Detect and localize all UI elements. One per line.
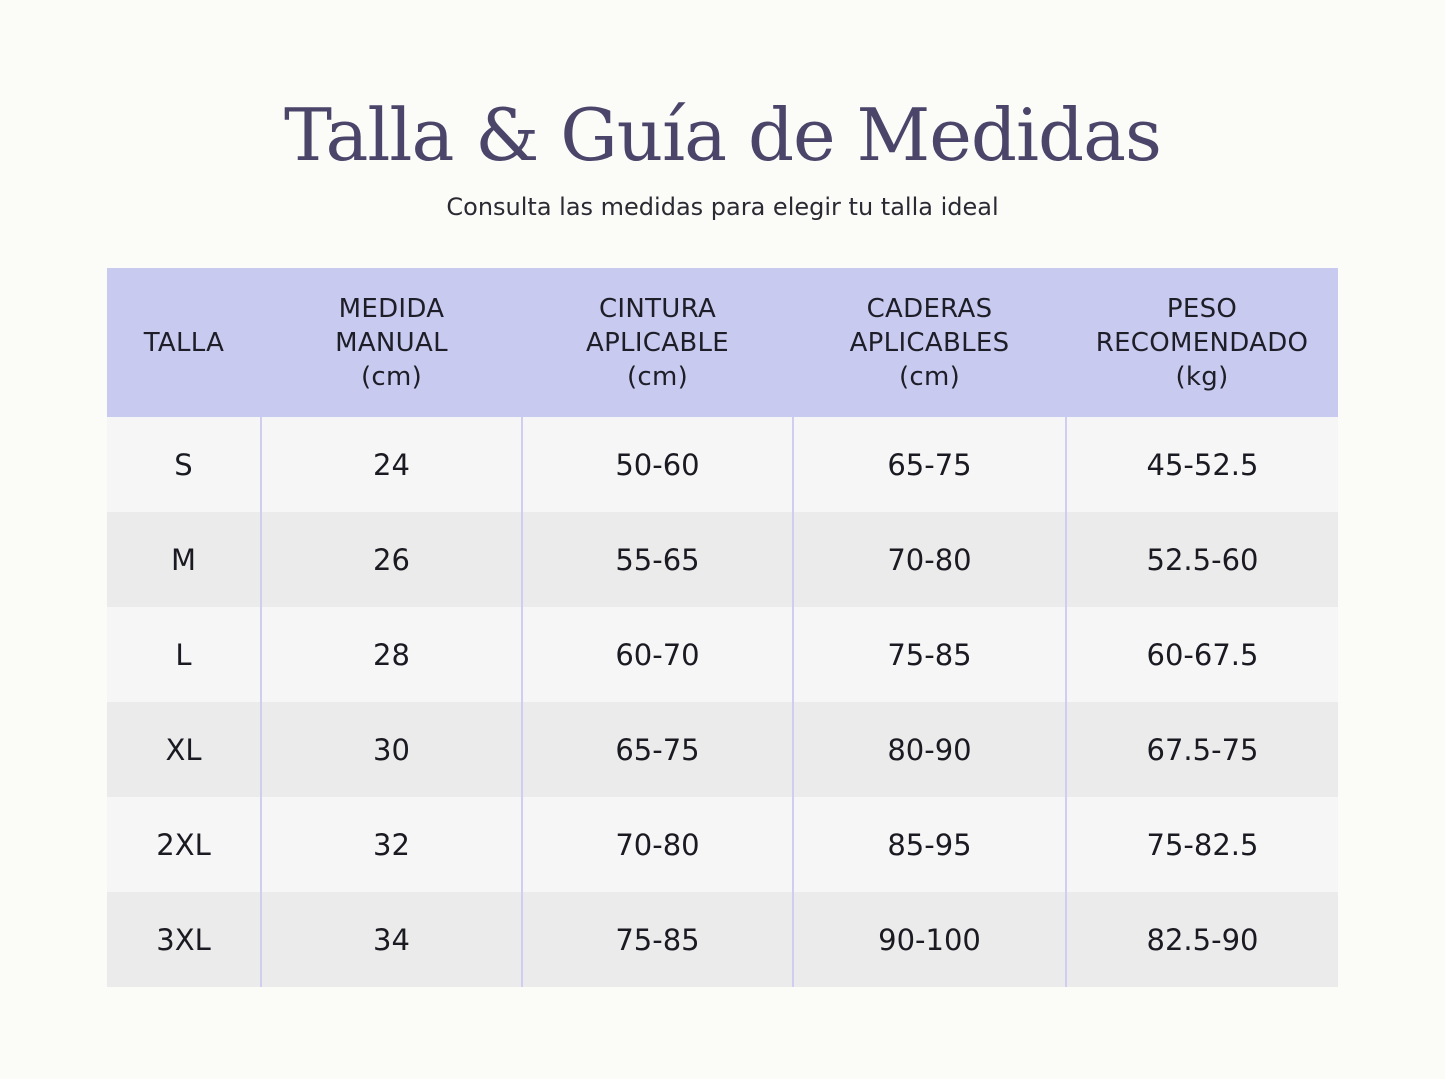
cell-talla: S: [174, 447, 193, 482]
size-guide-table: [107, 268, 1338, 987]
cell-medida-manual: 32: [261, 797, 522, 892]
cell-medida-manual: 34: [261, 892, 522, 987]
cell-medida-manual: 28: [261, 607, 522, 702]
cell-peso: 52.5-60: [1066, 512, 1338, 607]
cell-peso: 45-52.5: [1066, 417, 1338, 512]
table-row: [107, 607, 1338, 702]
table-header-row: [107, 268, 1338, 417]
header-cintura-line-3: (cm): [626, 361, 689, 392]
cell-cintura: 60-70: [522, 607, 793, 702]
cell-medida-manual: 26: [261, 512, 522, 607]
table-row: [107, 892, 1338, 987]
table-row: [107, 417, 1338, 512]
cell-talla: 3XL: [156, 922, 211, 957]
page-title: Talla & Guía de Medidas: [284, 93, 1161, 177]
cell-peso: 82.5-90: [1066, 892, 1338, 987]
cell-caderas: 90-100: [793, 892, 1066, 987]
header-cintura-aplicable: [522, 268, 793, 417]
cell-talla: L: [175, 637, 192, 672]
header-caderas-line-3: (cm): [898, 361, 961, 392]
table-row: [107, 702, 1338, 797]
page-subtitle: Consulta las medidas para elegir tu talla ideal: [446, 193, 999, 221]
header-medida-line-2: MANUAL: [335, 327, 448, 358]
cell-cintura: 55-65: [522, 512, 793, 607]
header-medida-line-3: (cm): [360, 361, 423, 392]
header-cintura-line-1: CINTURA: [598, 293, 717, 324]
table-row: [107, 797, 1338, 892]
cell-medida-manual: 24: [261, 417, 522, 512]
cell-caderas: 75-85: [793, 607, 1066, 702]
cell-peso: 67.5-75: [1066, 702, 1338, 797]
header-caderas-line-2: APLICABLES: [849, 327, 1010, 358]
cell-talla: 2XL: [156, 827, 211, 862]
table-header: [107, 268, 1338, 417]
header-cintura-line-2: APLICABLE: [585, 327, 729, 358]
cell-cintura: 75-85: [522, 892, 793, 987]
cell-caderas: 80-90: [793, 702, 1066, 797]
header-peso-line-1: PESO: [1166, 293, 1238, 324]
header-caderas-line-1: CADERAS: [866, 293, 993, 324]
table-row: [107, 512, 1338, 607]
header-talla: [107, 268, 261, 417]
cell-peso: 75-82.5: [1066, 797, 1338, 892]
table-body: [107, 417, 1338, 987]
cell-cintura: 70-80: [522, 797, 793, 892]
cell-talla: M: [170, 542, 197, 577]
cell-caderas: 85-95: [793, 797, 1066, 892]
header-peso-line-2: RECOMENDADO: [1095, 327, 1309, 358]
header-peso-recomendado: [1066, 268, 1338, 417]
header-talla-line: TALLA: [143, 327, 225, 358]
cell-peso: 60-67.5: [1066, 607, 1338, 702]
header-medida-manual: [261, 268, 522, 417]
cell-medida-manual: 30: [261, 702, 522, 797]
cell-caderas: 65-75: [793, 417, 1066, 512]
cell-cintura: 50-60: [522, 417, 793, 512]
cell-talla: XL: [165, 732, 202, 767]
header-caderas-aplicables: [793, 268, 1066, 417]
cell-cintura: 65-75: [522, 702, 793, 797]
header-medida-line-1: MEDIDA: [338, 293, 445, 324]
header-peso-line-3: (kg): [1175, 361, 1229, 392]
cell-caderas: 70-80: [793, 512, 1066, 607]
